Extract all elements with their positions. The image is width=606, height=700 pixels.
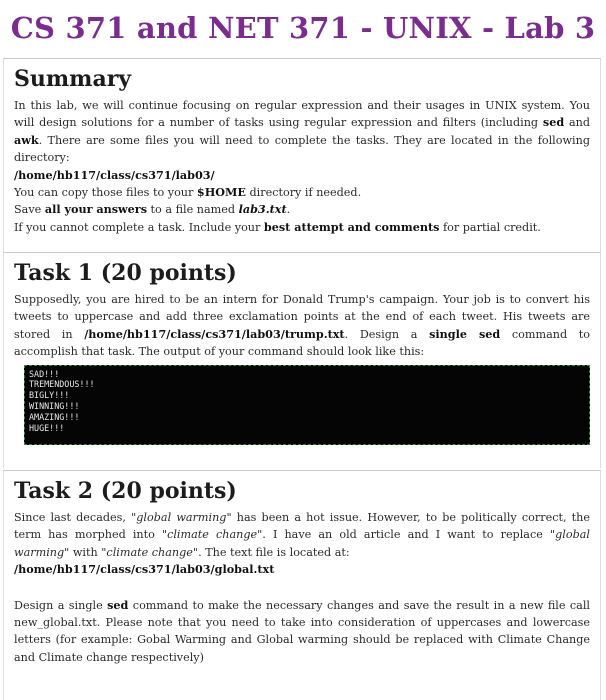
task2-section	[3, 470, 601, 700]
summary-intro: In this lab, we will continue focusing on regular expression and their usages in UNIX system. You will design solutions for a number of tasks using regular expression and filters (including sed and awk. There are some files you will need to complete the tasks. They are located in the following directory:	[14, 99, 590, 165]
terminal-output	[24, 365, 590, 445]
task2-instructions: Design a single sed command to make the necessary changes and save the result in a new file call new_global.txt. Please note that you need to take into consideration of uppercases and lowercase letters (for example: Gobal Warming and Global warming should be replaced with Climate Change and Climate change respectively)	[14, 597, 590, 664]
summary-section	[3, 58, 601, 252]
task2-description: Since last decades, "global warming" has been a hot issue. However, to be politically correct, the term has morphed into "climate change". I have an old article and I want to replace "global warming" with "climate change". The text file is located at:	[14, 511, 590, 559]
task1-description: Supposedly, you are hired to be an intern for Donald Trump's campaign. Your job is to convert his tweets to uppercase and add three exclamation points at the end of each tweet. His tweets are stored in /home/hb117/class/cs371/lab03/trump.txt. Design a single sed command to accomplish that task. The output of your command should look like this:	[14, 293, 591, 359]
task1-section	[3, 252, 601, 468]
task1-heading: Task 1 (20 points)	[14, 260, 237, 286]
terminal-line: HUGE!!!	[29, 422, 65, 433]
terminal-line: TREMENDOUS!!!	[29, 379, 95, 390]
save-instruction: Save all your answers to a file named lab3.txt.	[14, 202, 291, 217]
task2-heading: Task 2 (20 points)	[14, 478, 237, 504]
lab-directory-path: /home/hb117/class/cs371/lab03/	[14, 167, 215, 182]
partial-credit-note: If you cannot complete a task. Include your best attempt and comments for partial credit.	[14, 219, 541, 234]
global-file-path: /home/hb117/class/cs371/lab03/global.txt	[14, 562, 275, 577]
terminal-line: AMAZING!!!	[29, 411, 80, 422]
page-title: CS 371 and NET 371 - UNIX - Lab 3	[10, 11, 596, 45]
terminal-line: WINNING!!!	[29, 401, 80, 412]
terminal-line: SAD!!!	[29, 368, 60, 379]
summary-heading: Summary	[14, 66, 132, 92]
terminal-line: BIGLY!!!	[29, 390, 70, 401]
copy-instruction: You can copy those files to your $HOME directory if needed.	[14, 185, 362, 200]
